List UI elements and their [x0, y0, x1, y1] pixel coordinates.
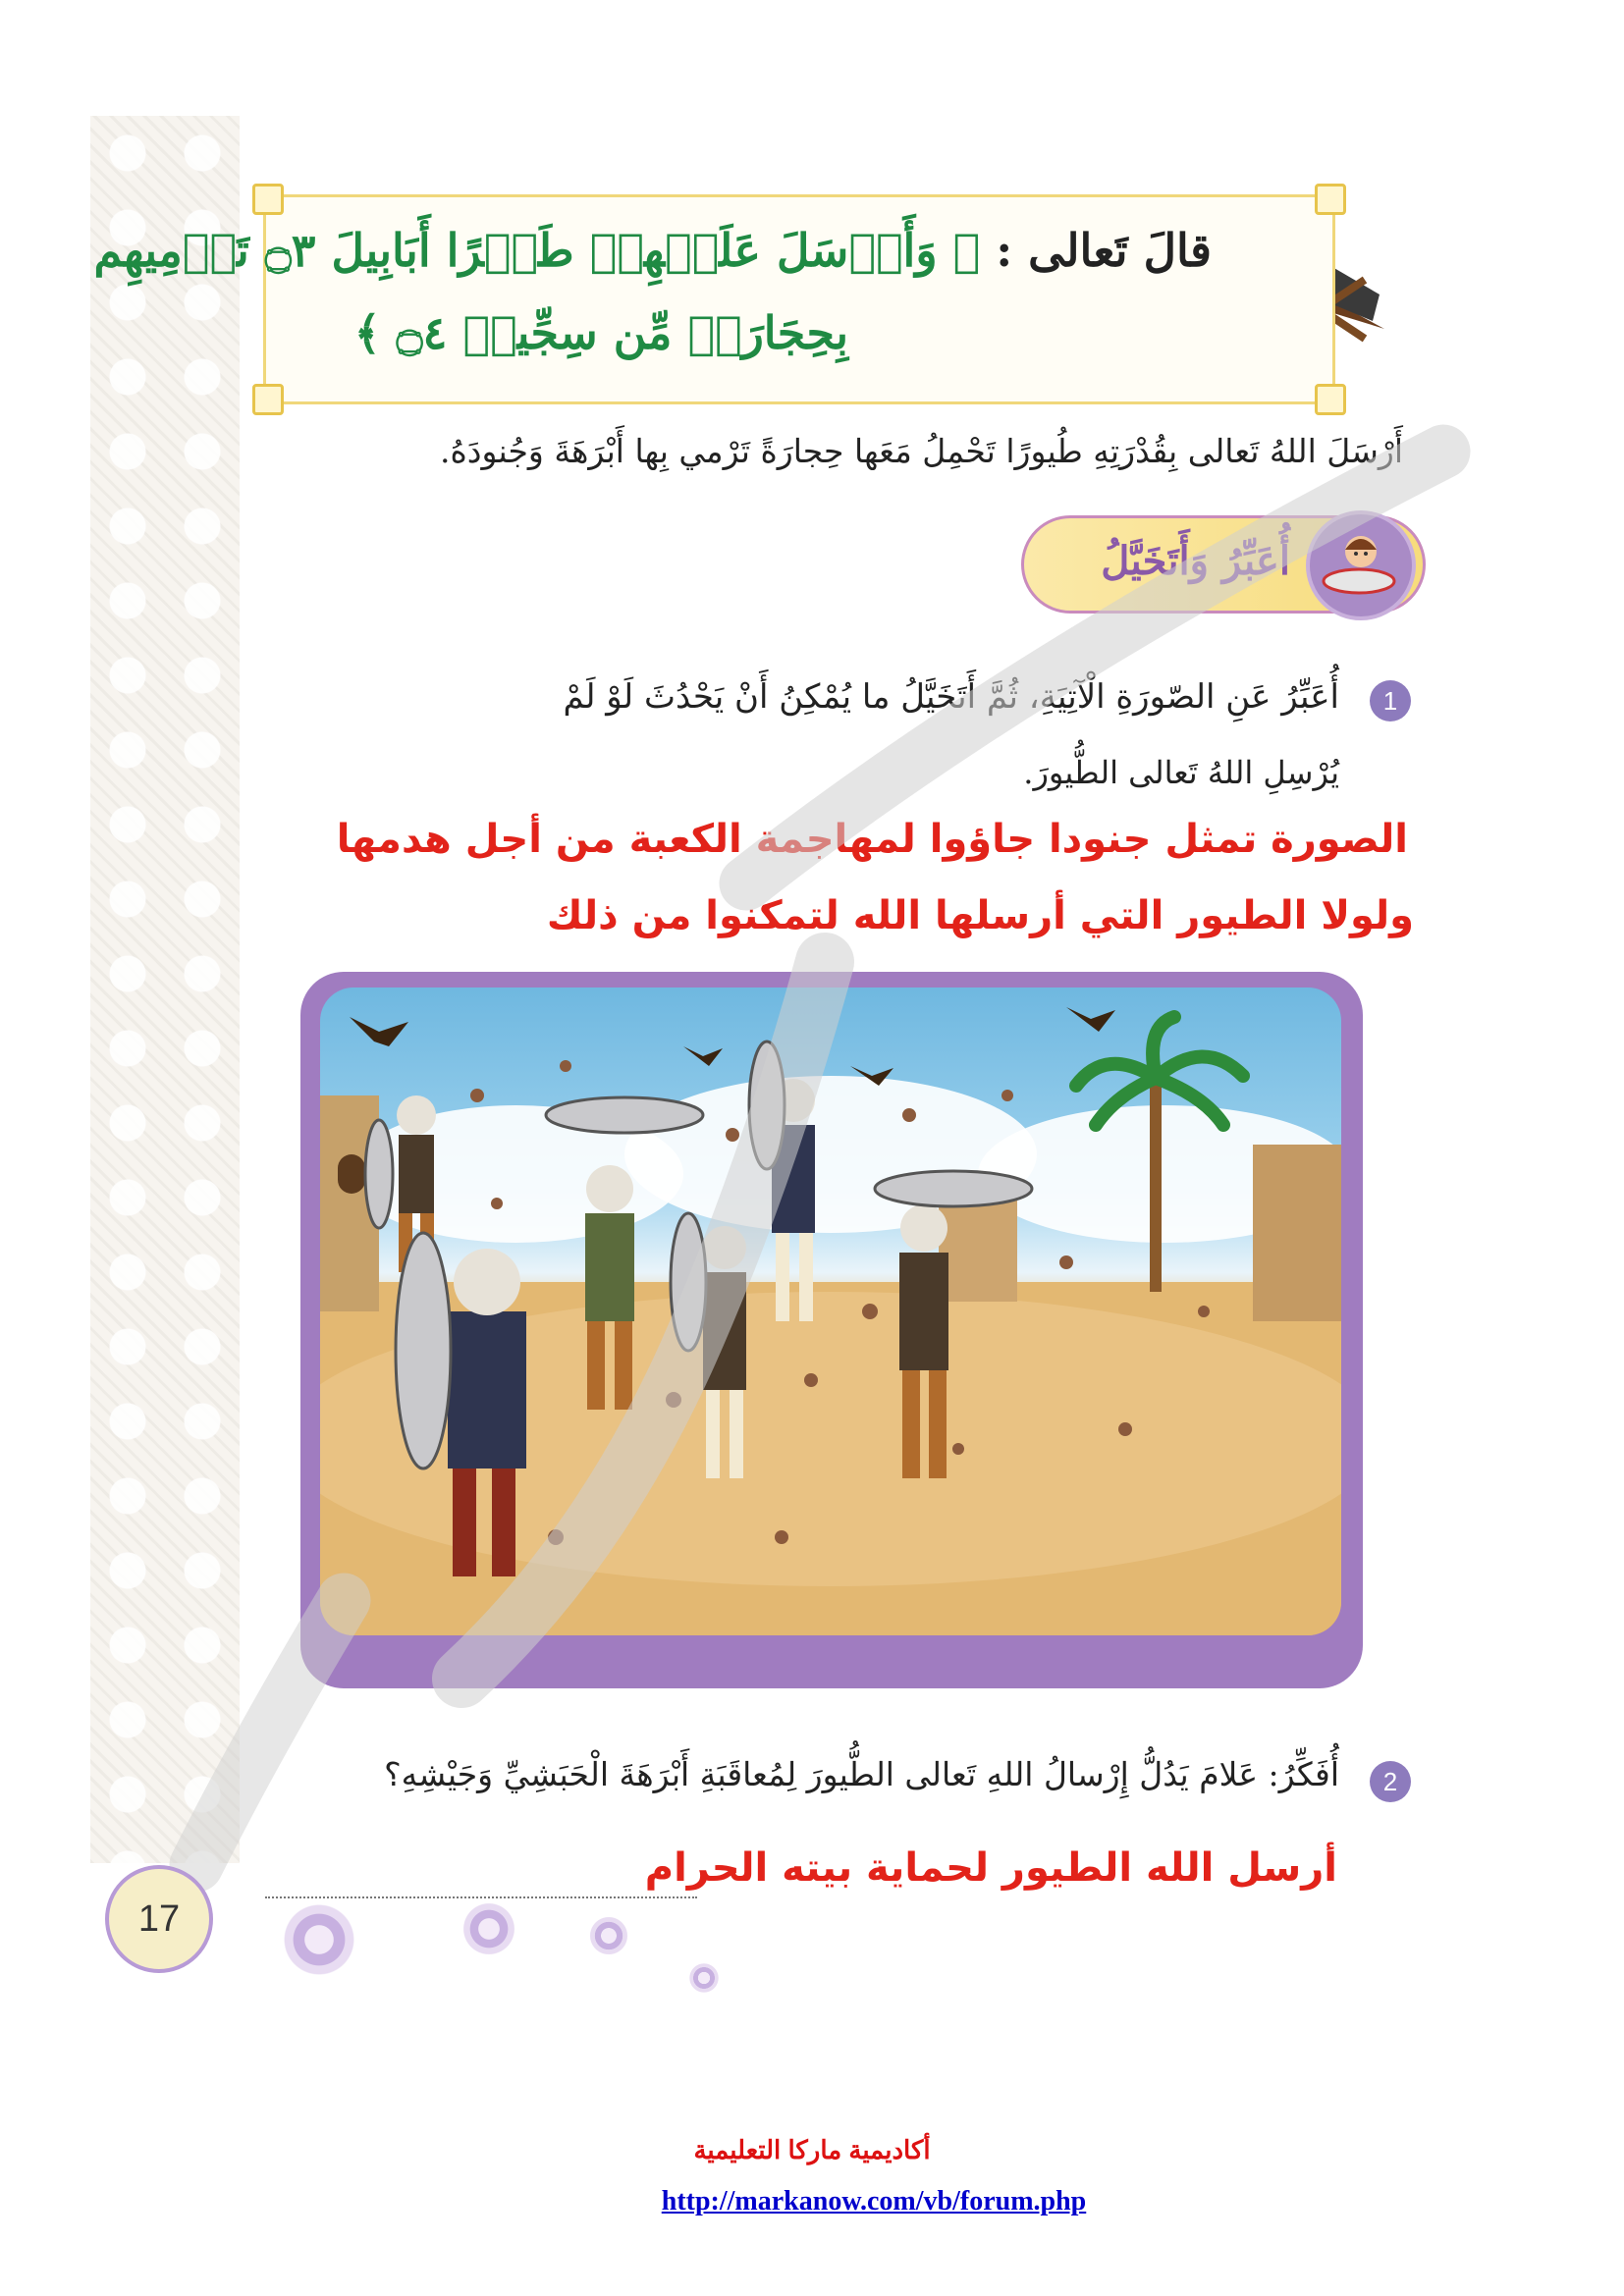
- box-corner-ornament: [252, 184, 284, 215]
- verse-text-1: ﴿ وَأَرۡسَلَ عَلَيۡهِمۡ طَيۡرًا أَبَابِيلَ ۝٣ تَرۡمِيهِم: [93, 224, 981, 277]
- page-number: 17: [105, 1865, 213, 1973]
- answer-2: أرسل الله الطيور لحماية بيته الحرام: [644, 1845, 1337, 1891]
- intro-text: أَرْسَلَ اللهُ تَعالى بِقُدْرَتِهِ طُيورًا تَحْمِلُ مَعَها حِجارَةً تَرْمي بِها أَبْرَهَةَ وَجُنودَهُ.: [440, 432, 1403, 470]
- answer-dotted-line: [265, 1896, 697, 1898]
- flower-ornament-icon: [279, 1899, 359, 1980]
- flower-ornament-icon: [687, 1961, 721, 1995]
- verse-intro: قالَ تَعالى :: [996, 224, 1212, 277]
- question-1-line-2: يُرْسِلِ اللهُ تَعالى الطُّيورَ.: [1023, 754, 1339, 791]
- footer-academy-name: أكاديمية ماركا التعليمية: [693, 2135, 931, 2164]
- flower-ornament-icon: [460, 1899, 518, 1958]
- question-number-1: 1: [1370, 680, 1411, 721]
- answer-1-line-2: ولولا الطيور التي أرسلها الله لتمكنوا من ذلك: [546, 893, 1414, 938]
- question-1-line-1: أُعَبِّرُ عَنِ الصّورَةِ الْآتِيَةِ، ثُمَّ أَتَخَيَّلُ ما يُمْكِنُ أَنْ يَحْدُثَ لَوْ لَمْ: [563, 677, 1339, 717]
- box-corner-ornament: [1315, 184, 1346, 215]
- question-number-2: 2: [1370, 1761, 1411, 1802]
- footer-url-link[interactable]: http://markanow.com/vb/forum.php: [661, 2186, 1087, 2216]
- watermark-logo: [137, 373, 1473, 1944]
- answer-1-line-1: الصورة تمثل جنودا جاؤوا لمهاجمة الكعبة من أجل هدمها: [336, 817, 1408, 862]
- flower-ornament-icon: [587, 1914, 630, 1957]
- section-title: أُعَبِّرُ وَأَتَخَيَّلُ: [1101, 538, 1290, 584]
- question-2-text: أُفَكِّرُ: عَلامَ يَدُلُّ إِرْسالُ اللهِ تَعالى الطُّيورَ لِمُعاقَبَةِ أَبْرَهَةَ الْحَبَشِيِّ وَجَيْشِهِ؟: [384, 1755, 1339, 1793]
- verse-line-1: [93, 224, 1212, 277]
- verse-line-2: بِحِجَارَةٖ مِّن سِجِّيلٖ ۝٤ ﴾: [353, 306, 848, 359]
